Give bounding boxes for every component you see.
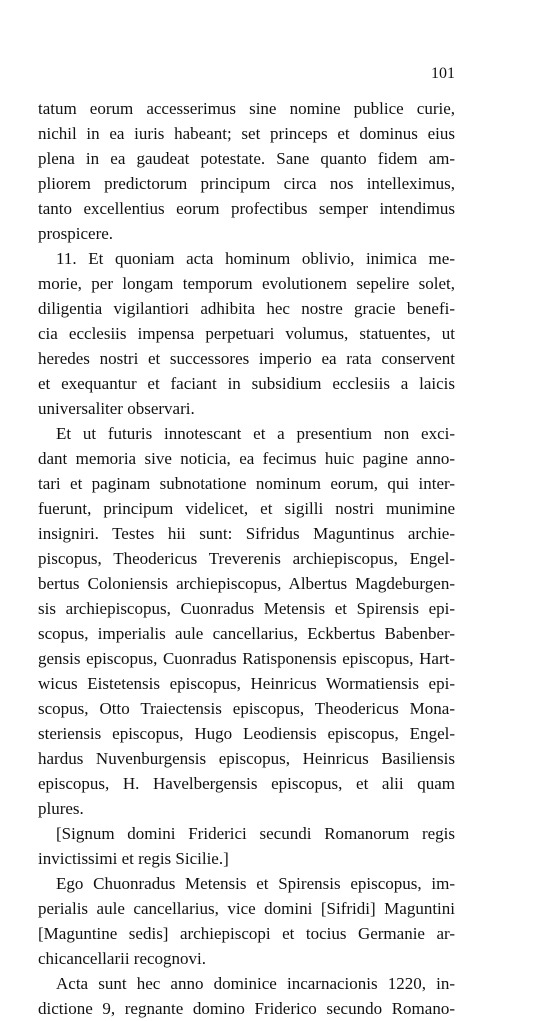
text-line: plena in ea gaudeat potestate. Sane quanto fidem am-	[38, 149, 455, 168]
text-line: [Maguntine sedis] archiepiscopi et tocius Germanie ar-	[38, 924, 455, 943]
text-line: et exequantur et faciant in subsidium ecclesiis a laicis	[38, 374, 455, 393]
text-line: nichil in ea iuris habeant; set princeps et dominus eius	[38, 124, 455, 143]
text-line: hardus Nuvenburgensis episcopus, Heinricus Basiliensis	[38, 749, 455, 768]
text-line: dictione 9, regnante domino Friderico secundo Romano-	[38, 999, 455, 1018]
text-line: Ego Chuonradus Metensis et Spirensis episcopus, im-	[56, 874, 455, 893]
text-line: fuerunt, principum videlicet, et sigilli nostri munimine	[38, 499, 455, 518]
text-line: [Signum domini Friderici secundi Romanorum regis	[56, 824, 455, 843]
text-line: heredes nostri et successores imperio ea rata conservent	[38, 349, 455, 368]
page-number: 101	[431, 65, 455, 82]
text-line: tanto excellentius eorum profectibus semper intendimus	[38, 199, 455, 218]
text-line: sis archiepiscopus, Cuonradus Metensis et Spirensis epi-	[38, 599, 455, 618]
text-line: piscopus, Theodericus Treverenis archiepiscopus, Engel-	[38, 549, 455, 568]
paragraph	[38, 246, 455, 421]
paragraph	[38, 971, 455, 1021]
paragraph	[38, 421, 455, 821]
text-line: episcopus, H. Havelbergensis episcopus, et alii quam	[38, 774, 455, 793]
text-line: gensis episcopus, Cuonradus Ratisponensis episcopus, Hart-	[38, 649, 455, 668]
text-line: plures.	[38, 799, 84, 818]
text-line: scopus, Otto Traiectensis episcopus, Theodericus Mona-	[38, 699, 455, 718]
text-line: bertus Coloniensis archiepiscopus, Albertus Magdeburgen-	[38, 574, 455, 593]
text-line: universaliter observari.	[38, 399, 195, 418]
text-line: chicancellarii recognovi.	[38, 949, 207, 968]
text-line: diligentia vigilantiori adhibita hec nostre gracie benefi-	[38, 299, 455, 318]
page-body	[38, 96, 455, 1021]
text-line: Acta sunt hec anno dominice incarnacionis 1220, in-	[56, 974, 455, 993]
text-line: wicus Eistetensis episcopus, Heinricus Wormatiensis epi-	[38, 674, 455, 693]
text-line: steriensis episcopus, Hugo Leodiensis episcopus, Engel-	[38, 724, 455, 743]
text-line: perialis aule cancellarius, vice domini [Sifridi] Maguntini	[38, 899, 455, 918]
text-line: invictissimi et regis Sicilie.]	[38, 849, 229, 868]
text-line: insigniri. Testes hii sunt: Sifridus Maguntinus archie-	[38, 524, 455, 543]
text-line: tari et paginam subnotatione nominum eorum, qui inter-	[38, 474, 455, 493]
text-line: cia ecclesiis impensa perpetuari volumus, statuentes, ut	[38, 324, 455, 343]
text-line: prospicere.	[38, 224, 114, 243]
text-line: dant memoria sive noticia, ea fecimus huic pagine anno-	[38, 449, 455, 468]
paragraph	[38, 821, 455, 871]
paragraph	[38, 96, 455, 246]
text-line: pliorem predictorum principum circa nos intelleximus,	[38, 174, 455, 193]
text-line: tatum eorum accesserimus sine nomine publice curie,	[38, 99, 455, 118]
book-page	[38, 62, 455, 1021]
text-line: scopus, imperialis aule cancellarius, Eckbertus Babenber-	[38, 624, 455, 643]
text-line: 11. Et quoniam acta hominum oblivio, inimica me-	[56, 249, 455, 268]
paragraph	[38, 871, 455, 971]
text-line: morie, per longam temporum evolutionem sepelire solet,	[38, 274, 455, 293]
text-line: Et ut futuris innotescant et a presentium non exci-	[56, 424, 455, 443]
